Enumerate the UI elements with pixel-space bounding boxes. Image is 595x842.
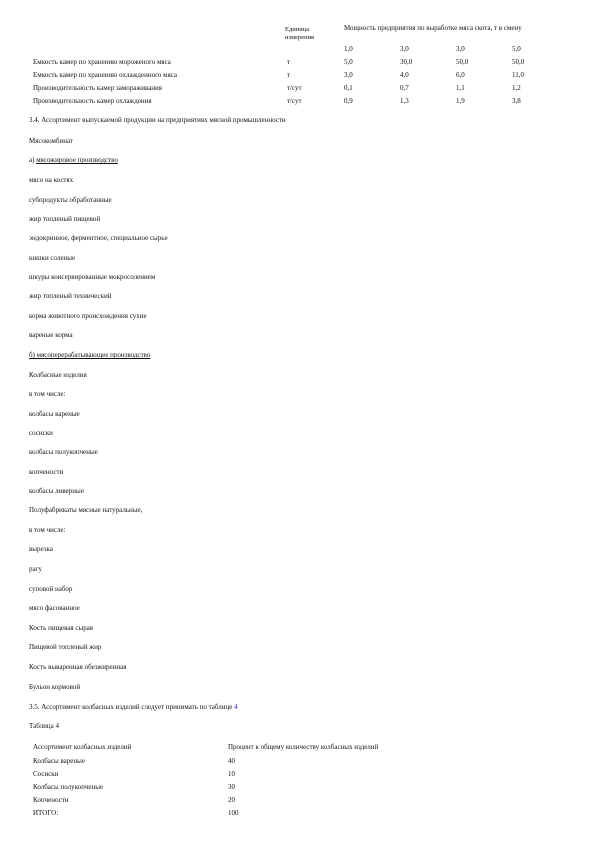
table1-cell: 3,0 bbox=[344, 71, 353, 79]
table1-row-label: Производительность камер охлаждения bbox=[33, 97, 152, 105]
list-item: копчености bbox=[29, 468, 64, 476]
list-item: Колбасные изделия bbox=[29, 371, 87, 379]
table4-row-pct: 30 bbox=[228, 783, 235, 791]
table1-cell: 50,0 bbox=[512, 58, 525, 66]
table1-cell: 1,3 bbox=[400, 97, 409, 105]
capacity-col-1: 1,0 bbox=[344, 45, 353, 53]
table-4-title: Таблица 4 bbox=[29, 722, 59, 730]
table4-row-name: Колбасы вареные bbox=[33, 757, 85, 765]
subsection-a-prefix: а) bbox=[29, 156, 37, 164]
plant-label: Мясокомбинат bbox=[29, 137, 73, 145]
table1-cell: 1,1 bbox=[456, 84, 465, 92]
table4-row-pct: 40 bbox=[228, 757, 235, 765]
table-4-link[interactable]: 4 bbox=[234, 703, 238, 711]
table1-capacity-header: Мощность предприятия по выработке мяса скота, т в смену bbox=[344, 24, 522, 32]
table4-row-pct: 20 bbox=[228, 796, 235, 804]
list-item: шкуры консервированные мокросолением bbox=[29, 273, 156, 281]
table4-row-name: Копчености bbox=[33, 796, 69, 804]
table1-row-unit: т/сут bbox=[287, 97, 302, 105]
table4-row-pct: 10 bbox=[228, 770, 235, 778]
list-item: вареные корма bbox=[29, 331, 73, 339]
table1-cell: 4,0 bbox=[400, 71, 409, 79]
table1-row-label: Емкость камер по хранению охлажденного мяса bbox=[33, 71, 177, 79]
list-item: мясо фасованное bbox=[29, 604, 80, 612]
list-item: в том числе: bbox=[29, 526, 66, 534]
table1-cell: 6,0 bbox=[456, 71, 465, 79]
capacity-col-4: 5,0 bbox=[512, 45, 521, 53]
list-item: корма животного происхождения сухие bbox=[29, 312, 147, 320]
list-item: вырезка bbox=[29, 545, 53, 553]
list-item: жир топленый пищевой bbox=[29, 215, 101, 223]
section-3-5-paragraph bbox=[29, 703, 238, 711]
section-3-5-text: 3.5. Ассортимент колбасных изделий следует принимать по таблице bbox=[29, 703, 235, 711]
table1-row-unit: т/сут bbox=[287, 84, 302, 92]
list-item: Кость пищевая сырая bbox=[29, 624, 94, 632]
table1-row-label: Емкость камер по хранению мороженого мяса bbox=[33, 58, 171, 66]
list-item: мясо на костях bbox=[29, 176, 74, 184]
table4-col2-header: Процент к общему количеству колбасных изделий bbox=[228, 743, 379, 751]
capacity-col-2: 3,0 bbox=[400, 45, 409, 53]
table4-row-name: ИТОГО: bbox=[33, 809, 59, 817]
table4-row-pct: 100 bbox=[228, 809, 239, 817]
table1-cell: 11,0 bbox=[512, 71, 524, 79]
list-item: суповой набор bbox=[29, 585, 73, 593]
table1-cell: 0,7 bbox=[400, 84, 409, 92]
table1-unit-header: Единица измерения bbox=[285, 26, 315, 41]
list-item: кишки соленые bbox=[29, 254, 76, 262]
list-item: Бульон кормовой bbox=[29, 683, 81, 691]
section-3-4-heading: 3.4. Ассортимент выпускаемой продукции на предприятиях мясной промышленности bbox=[29, 116, 286, 124]
table1-cell: 0,9 bbox=[344, 97, 353, 105]
table4-row-name: Колбасы полукопченые bbox=[33, 783, 104, 791]
table1-cell: 5,0 bbox=[344, 58, 353, 66]
table1-cell: 3,8 bbox=[512, 97, 521, 105]
list-item: эндокринное, ферментное, специальное сырье bbox=[29, 234, 168, 242]
table1-cell: 1,2 bbox=[512, 84, 521, 92]
list-item: рагу bbox=[29, 565, 42, 573]
table1-row-unit: т bbox=[287, 58, 291, 66]
list-item: колбасы вареные bbox=[29, 410, 80, 418]
table1-cell: 50,0 bbox=[456, 58, 469, 66]
table1-row-label: Производительность камер замораживания bbox=[33, 84, 163, 92]
table4-col1-header: Ассортимент колбасных изделий bbox=[33, 743, 132, 751]
table1-cell: 0,1 bbox=[344, 84, 353, 92]
table1-row-unit: т bbox=[287, 71, 291, 79]
table1-cell: 30,0 bbox=[400, 58, 413, 66]
list-item: субпродукты обработанные bbox=[29, 196, 112, 204]
table1-cell: 1,9 bbox=[456, 97, 465, 105]
subsection-a-heading bbox=[29, 156, 118, 164]
table4-row-name: Сосиски bbox=[33, 770, 59, 778]
list-item: жир топленый технический bbox=[29, 292, 112, 300]
list-item: колбасы полукопченые bbox=[29, 448, 98, 456]
list-item: Кость вываренная обезжиренная bbox=[29, 663, 127, 671]
list-item: Пищевой топленый жир bbox=[29, 643, 102, 651]
list-item: сосиски bbox=[29, 429, 53, 437]
list-item: в том числе: bbox=[29, 390, 66, 398]
capacity-col-3: 3,0 bbox=[456, 45, 465, 53]
subsection-b-heading: б) мясоперерабатывающее производство bbox=[29, 351, 151, 359]
list-item: Полуфабрикаты мясные натуральные, bbox=[29, 506, 143, 514]
subsection-a-title: мясожировое производство bbox=[36, 156, 118, 164]
list-item: колбасы ливерные bbox=[29, 487, 84, 495]
